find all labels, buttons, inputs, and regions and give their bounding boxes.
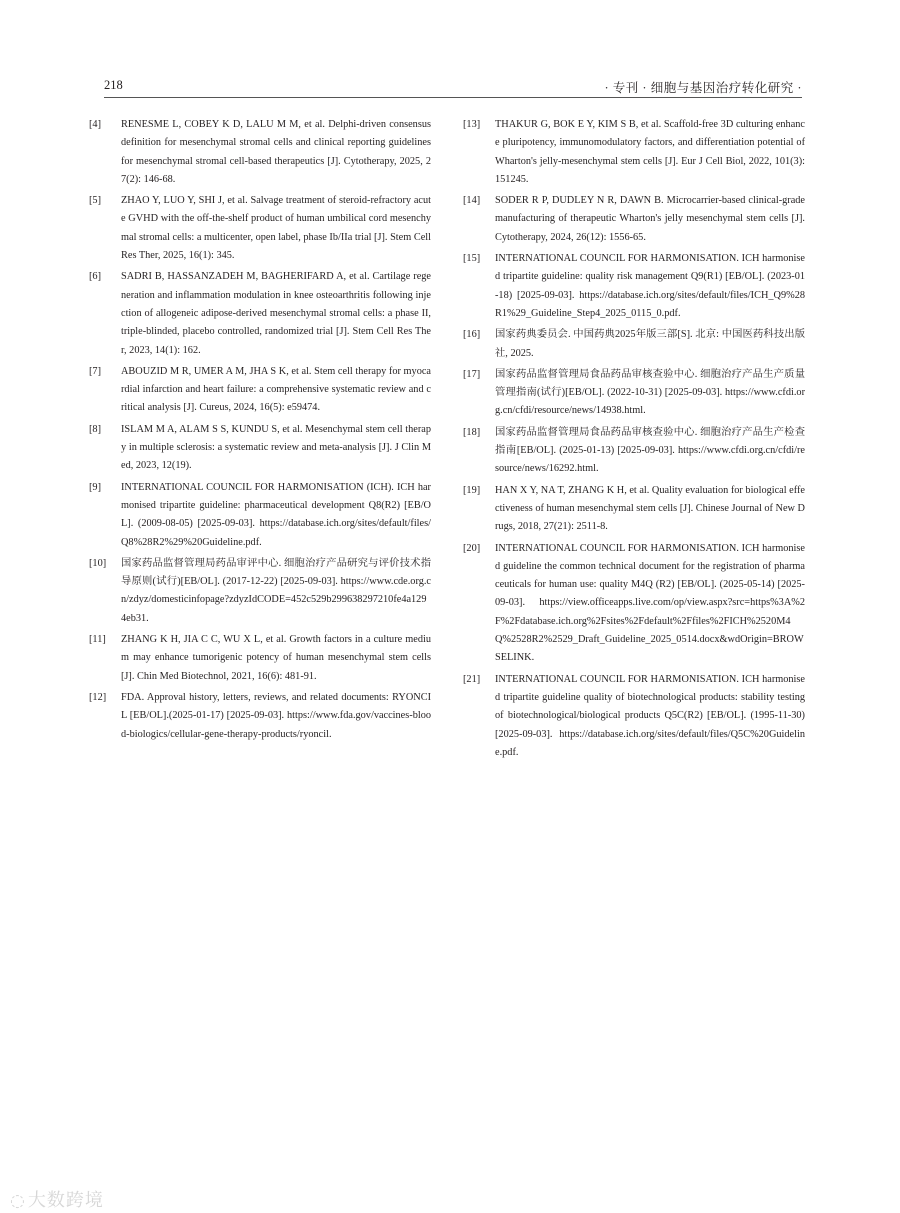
reference-text: ZHANG K H, JIA C C, WU X L, et al. Growth factors in a culture medium may enhance tumorigenic potency of human mesenchymal stem cells [J]. Chin Med Biotechnol, 2021, 16(6): 481-91. xyxy=(121,634,431,682)
reference-text: 国家药品监督管理局食品药品审核查验中心. 细胞治疗产品生产检查指南[EB/OL]. (2025-01-13) [2025-09-03]. https://www.cfdi.org.cn/cfdi/resource/news/16292.html. xyxy=(495,426,805,475)
reference-text: HAN X Y, NA T, ZHANG K H, et al. Quality evaluation for biological effectiveness of human mesenchymal stem cells [J]. Chinese Journal of New Drugs, 2018, 27(21): 2511-8. xyxy=(495,484,805,533)
reference-text: ZHAO Y, LUO Y, SHI J, et al. Salvage treatment of steroid-refractory acute GVHD with the off-the-shelf product of human umbilical cord mesenchymal stromal cells: a multicenter, open label, phase Ib/IIa trial [J]. Stem Cell Res Ther, 2025, 16(1): 345. xyxy=(121,195,431,262)
reference-item xyxy=(463,540,805,668)
reference-text: SADRI B, HASSANZADEH M, BAGHERIFARD A, et al. Cartilage regeneration and inflammation modulation in knee osteoarthritis following injection of allogeneic adipose-derived mesenchymal stromal cells: a phase II, triple-blinded, placebo controlled, randomized trial [J]. Stem Cell Res Ther, 2023, 14(1): 162. xyxy=(121,271,431,356)
reference-number: [6] xyxy=(89,271,102,283)
journal-running-title: · 专刊 · 细胞与基因治疗转化研究 · xyxy=(604,81,802,95)
reference-number: [13] xyxy=(463,119,481,130)
reference-item xyxy=(89,689,431,744)
ring-logo-icon: ◌ xyxy=(10,1191,26,1211)
reference-item xyxy=(89,479,431,552)
reference-number: [8] xyxy=(89,423,102,435)
reference-text: FDA. Approval history, letters, reviews, and related documents: RYONCIL [EB/OL].(2025-01-17) [2025-09-03]. https://www.fda.gov/vaccines-blood-biologics/cellular-gene-therapy-products/ryoncil. xyxy=(121,691,431,740)
reference-text: ABOUZID M R, UMER A M, JHA S K, et al. Stem cell therapy for myocardial infarction and heart failure: a comprehensive systematic review and critical analysis [J]. Cureus, 2024, 16(5): e59474. xyxy=(121,365,431,414)
reference-item xyxy=(463,424,805,479)
watermark xyxy=(10,1186,104,1212)
reference-item xyxy=(89,555,431,628)
reference-item xyxy=(463,116,805,189)
reference-item xyxy=(463,326,805,363)
reference-number: [10] xyxy=(89,557,107,569)
watermark-text: 大数跨境 xyxy=(27,1190,104,1211)
reference-text: INTERNATIONAL COUNCIL FOR HARMONISATION. ICH harmonised guideline the common technical document for the registration of pharmaceuticals for human use: quality M4Q (R2) [EB/OL]. (2025-05-14) [2025-09-03]. https://view.officeapps.live.com/op/view.aspx?src=https%3A%2F%2Fdatabase.ich.org%2Fsites%2Fdefault%2Ffiles%2FICH%2520M4Q%2528R2%2529_Draft_Guideline_2025_0514.docx&wdOrigin=BROWSELINK. xyxy=(495,542,805,664)
reference-number: [21] xyxy=(463,673,481,685)
reference-item xyxy=(463,250,805,323)
reference-number: [18] xyxy=(463,426,481,438)
reference-number: [16] xyxy=(463,329,481,341)
reference-text: INTERNATIONAL COUNCIL FOR HARMONISATION. ICH harmonised tripartite guideline: quality risk management Q9(R1) [EB/OL]. (2023-01-18) [2025-09-03]. https://database.ich.org/sites/default/files/ICH_Q9%28R1%29_Guideline_Step4_2025_0115_0.pdf. xyxy=(495,253,805,319)
reference-number: [15] xyxy=(463,253,481,265)
reference-number: [14] xyxy=(463,195,481,207)
reference-text: SODER R P, DUDLEY N R, DAWN B. Microcarrier-based clinical-grade manufacturing of therapeutic Wharton's jelly mesenchymal stem cells [J]. Cytotherapy, 2024, 26(12): 1556-65. xyxy=(495,195,805,243)
references-right-column xyxy=(463,116,805,765)
reference-text: 国家药品监督管理局药品审评中心. 细胞治疗产品研究与评价技术指导原则(试行)[EB/OL]. (2017-12-22) [2025-09-03]. https://www.cde.org.cn/zdyz/domesticinfopage?zdyzIdCODE=452c529b299638297210fe4a1294eb31. xyxy=(121,557,431,624)
reference-number: [20] xyxy=(463,542,481,554)
reference-number: [12] xyxy=(89,691,107,703)
reference-item xyxy=(89,116,431,189)
page-header xyxy=(104,76,802,98)
reference-item xyxy=(463,482,805,537)
reference-text: THAKUR G, BOK E Y, KIM S B, et al. Scaffold-free 3D culturing enhance pluripotency, immunomodulatory factors, and differentiation potential of Wharton's jelly-mesenchymal stem cells [J]. Eur J Cell Biol, 2022, 101(3): 151245. xyxy=(495,119,805,185)
reference-item xyxy=(89,631,431,686)
reference-item xyxy=(89,192,431,265)
references-left-column xyxy=(89,116,431,747)
reference-item xyxy=(89,268,431,359)
reference-number: [11] xyxy=(89,634,106,646)
reference-item xyxy=(89,421,431,476)
reference-item xyxy=(463,366,805,421)
reference-number: [9] xyxy=(89,481,102,493)
reference-number: [5] xyxy=(89,195,102,207)
reference-text: 国家药品监督管理局食品药品审核查验中心. 细胞治疗产品生产质量管理指南(试行)[EB/OL]. (2022-10-31) [2025-09-03]. https://www.cfdi.org.cn/cfdi/resource/news/14938.html. xyxy=(495,368,805,417)
reference-item xyxy=(463,192,805,247)
reference-text: INTERNATIONAL COUNCIL FOR HARMONISATION. ICH harmonised tripartite guideline quality of biotechnological products: stability testing of biotechnological/biological products Q5C(R2) [EB/OL]. (1995-11-30) [2025-09-03]. https://database.ich.org/sites/default/files/Q5C%20Guideline.pdf. xyxy=(495,673,805,758)
reference-text: RENESME L, COBEY K D, LALU M M, et al. Delphi-driven consensus definition for mesenchymal stromal cells and clinical reporting guidelines for mesenchymal stromal cell-based therapeutics [J]. Cytotherapy, 2025, 27(2): 146-68. xyxy=(121,119,431,185)
reference-text: ISLAM M A, ALAM S S, KUNDU S, et al. Mesenchymal stem cell therapy in multiple sclerosis: a systematic review and meta-analysis [J]. J Clin Med, 2023, 12(19). xyxy=(121,423,431,472)
reference-number: [19] xyxy=(463,484,481,496)
reference-number: [7] xyxy=(89,365,102,377)
reference-item xyxy=(89,363,431,418)
page-number: 218 xyxy=(104,78,123,92)
reference-item xyxy=(463,671,805,762)
reference-text: INTERNATIONAL COUNCIL FOR HARMONISATION (ICH). ICH harmonised tripartite guideline: pharmaceutical development Q8(R2) [EB/OL]. (2009-08-05) [2025-09-03]. https://database.ich.org/sites/default/files/Q8%28R2%29%20Guideline.pdf. xyxy=(121,481,431,548)
header-rule xyxy=(104,97,802,98)
reference-text: 国家药典委员会. 中国药典2025年版三部[S]. 北京: 中国医药科技出版社, 2025. xyxy=(495,329,805,359)
reference-number: [17] xyxy=(463,368,481,380)
reference-number: [4] xyxy=(89,119,102,130)
